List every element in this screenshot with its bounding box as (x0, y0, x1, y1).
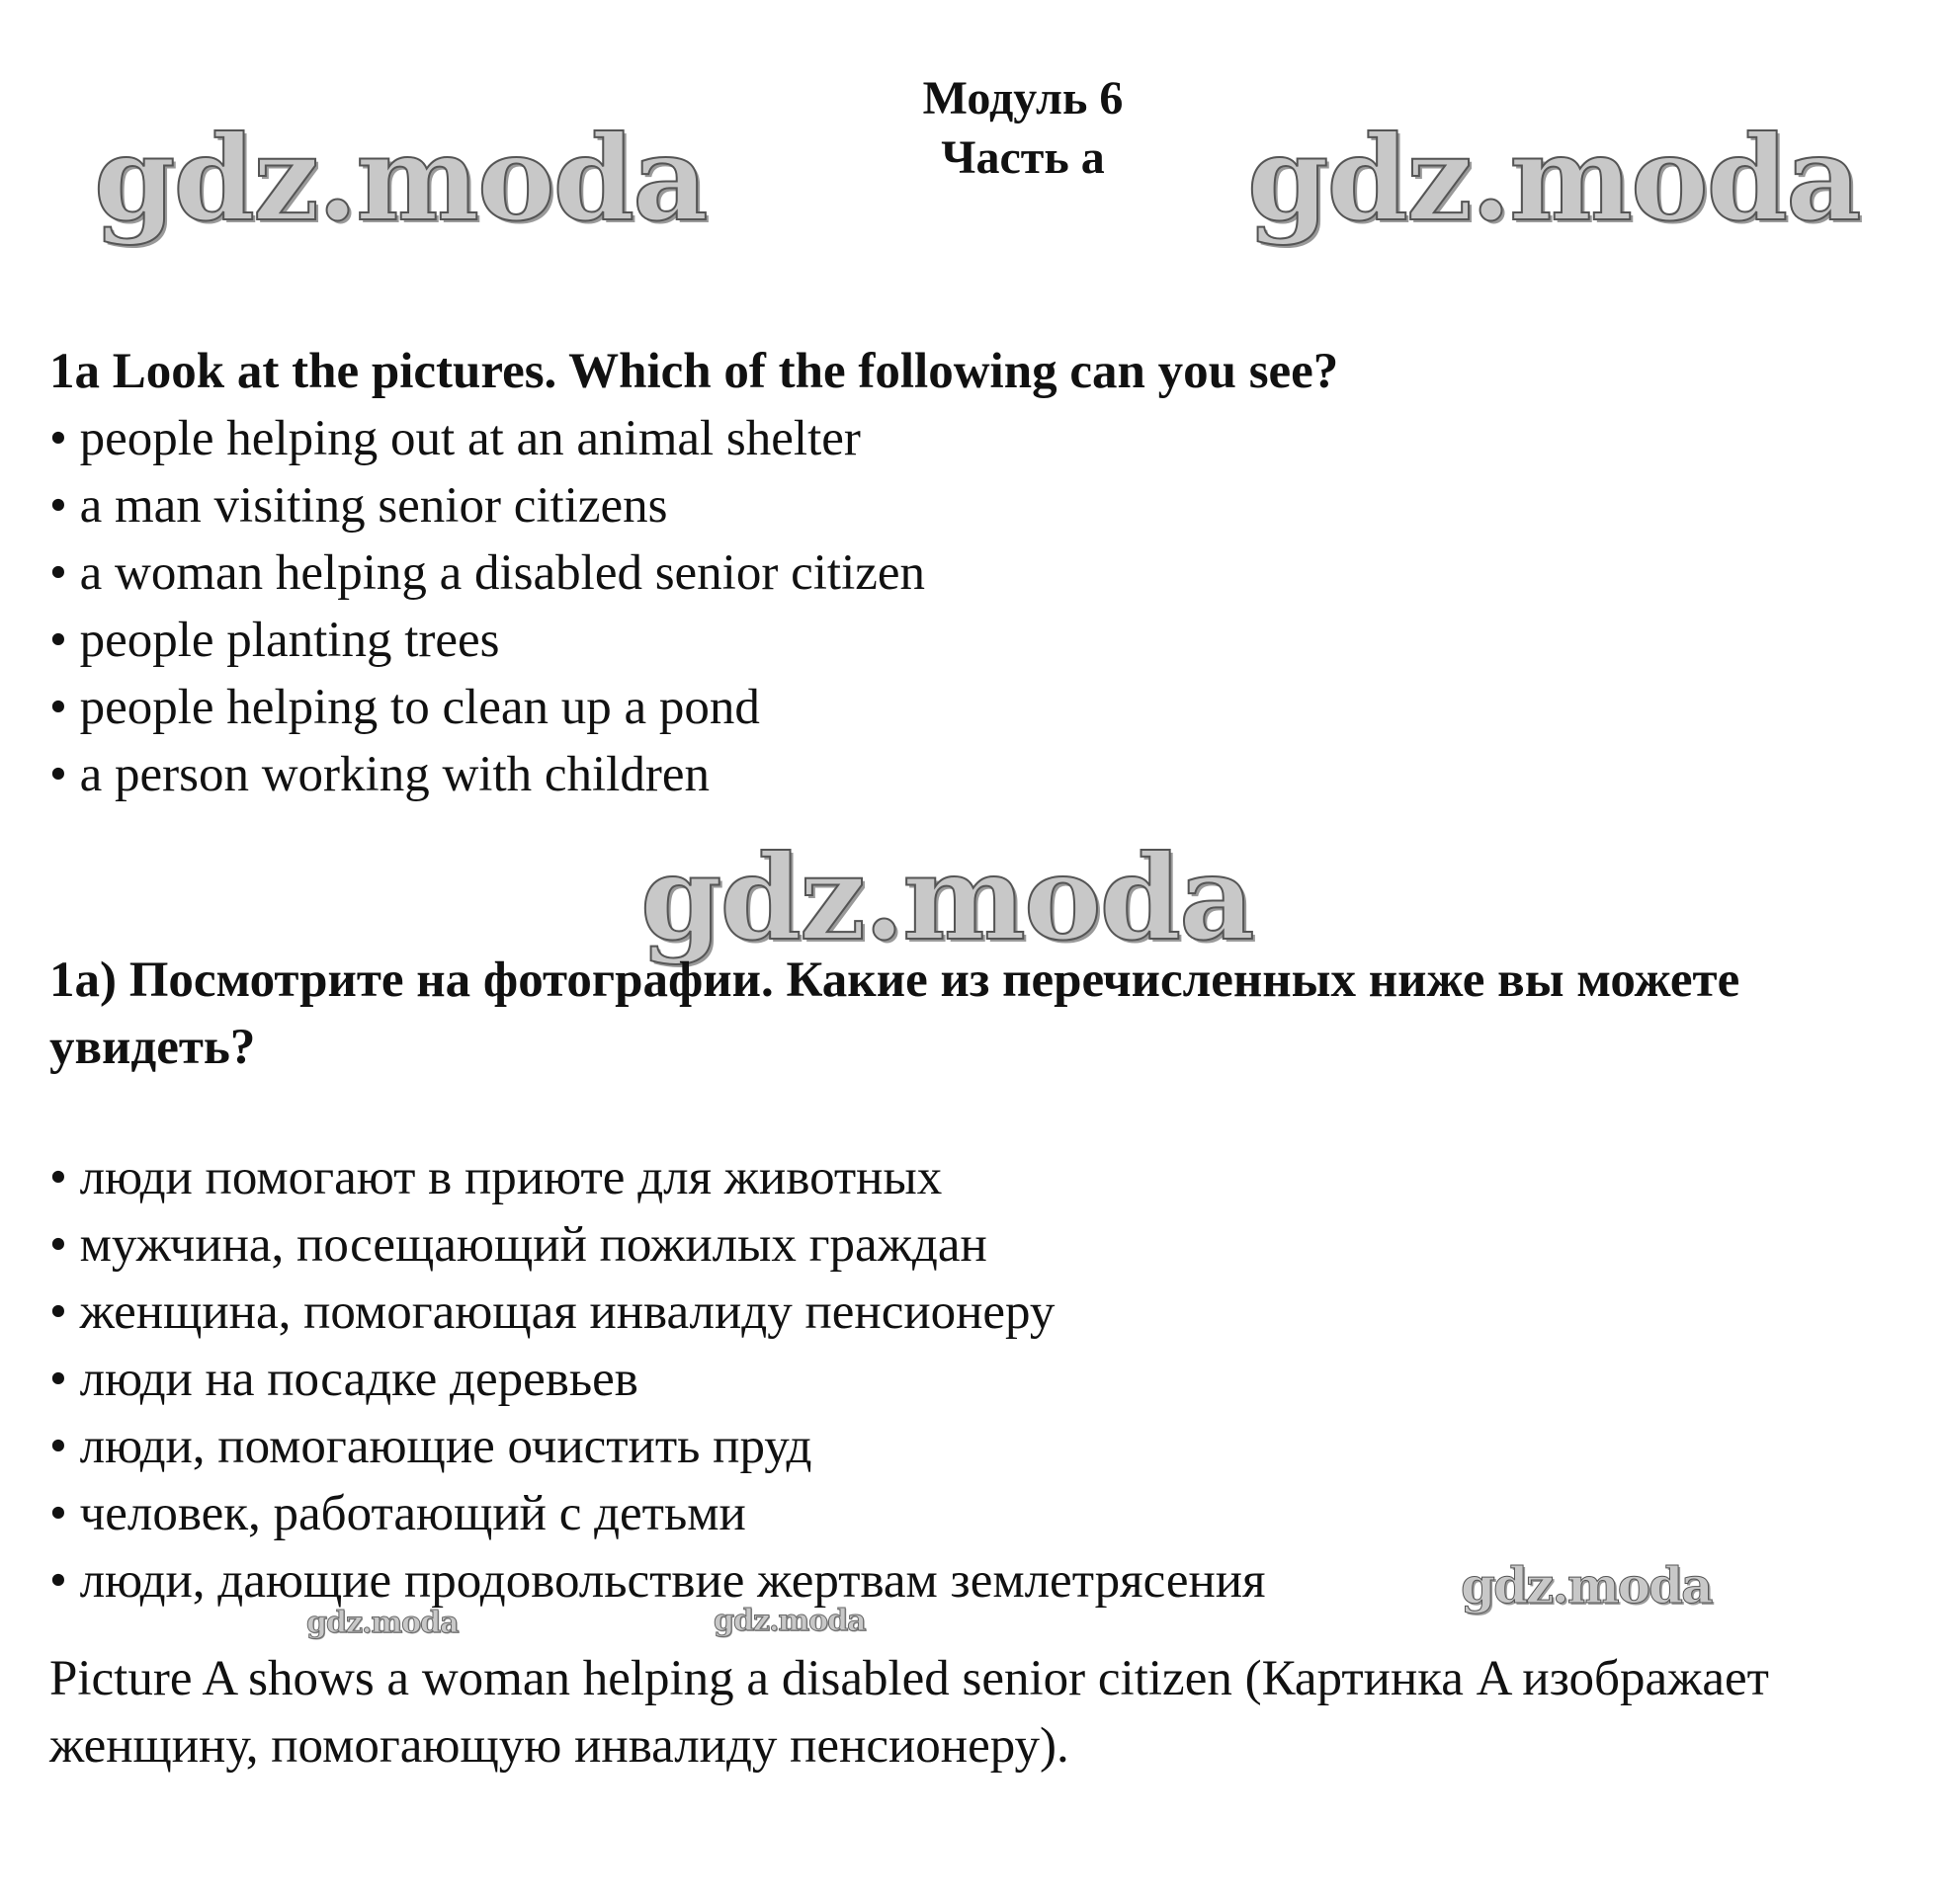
list-item: • people planting trees (49, 607, 1907, 674)
answer-text: Picture A shows a woman helping a disabled senior citizen (Картинка A изображает женщину, помогающую инвалиду пенсионеру). (49, 1651, 1769, 1774)
part-title: Часть a (941, 131, 1105, 184)
list-item: • мужчина, посещающий пожилых граждан (49, 1211, 1907, 1279)
list-item: • a person working with children (49, 741, 1907, 808)
watermark-logo-tiny-center: gdz.moda (714, 1604, 866, 1638)
english-section (49, 338, 1907, 808)
list-item: • people helping out at an animal shelter (49, 405, 1907, 472)
list-item: • a man visiting senior citizens (49, 472, 1907, 539)
watermark-logo-right: gdz.moda (1247, 110, 1860, 247)
list-item: • человек, работающий с детьми (49, 1480, 1907, 1547)
russian-list-block (49, 1144, 1907, 1614)
answer-section (49, 1645, 1789, 1780)
list-item: • люди помогают в приюте для животных (49, 1144, 1907, 1211)
watermark-logo-inline: gdz.moda (1461, 1556, 1712, 1614)
list-item: • a woman helping a disabled senior citizen (49, 539, 1907, 607)
russian-heading: 1a) Посмотрите на фотографии. Какие из перечисленных ниже вы можете увидеть? (49, 952, 1740, 1075)
list-item: • люди, дающие продовольствие жертвам землетрясения (49, 1547, 1907, 1614)
russian-list (49, 1144, 1907, 1614)
watermark-logo-tiny-left: gdz.moda (306, 1606, 459, 1640)
english-list (49, 405, 1907, 808)
russian-section (49, 947, 1828, 1081)
list-item: • люди, помогающие очистить пруд (49, 1413, 1907, 1480)
watermark-logo-left: gdz.moda (94, 110, 707, 247)
list-item: • люди на посадке деревьев (49, 1346, 1907, 1413)
english-heading: 1a Look at the pictures. Which of the following can you see? (49, 344, 1339, 399)
watermark-logo-center: gdz.moda (640, 829, 1253, 966)
list-item: • женщина, помогающая инвалиду пенсионеру (49, 1279, 1907, 1346)
module-title: Модуль 6 (922, 72, 1124, 124)
list-item: • people helping to clean up a pond (49, 674, 1907, 741)
